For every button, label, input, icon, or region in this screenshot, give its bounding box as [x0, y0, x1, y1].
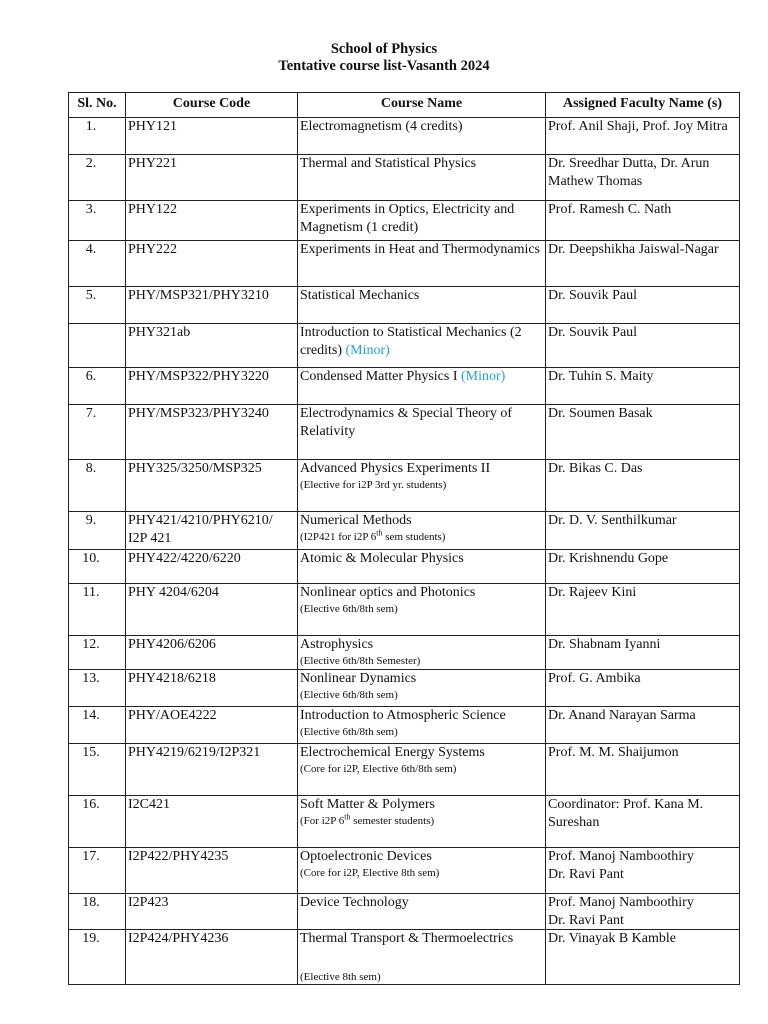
faculty-name: Dr. Deepshikha Jaiswal-Nagar	[546, 241, 740, 287]
course-name-text: Electrochemical Energy Systems	[300, 745, 485, 760]
sl-no: 1.	[69, 118, 126, 155]
course-code: PHY422/4220/6220	[126, 550, 298, 584]
table-row	[69, 155, 740, 201]
col-header-code: Course Code	[126, 93, 298, 118]
course-note: (I2P421 for i2P 6th sem students)	[300, 527, 446, 543]
sl-no: 8.	[69, 460, 126, 512]
faculty-name-1: Prof. Manoj Namboothiry	[548, 895, 694, 910]
sl-no: 9.	[69, 512, 126, 550]
table-row	[69, 241, 740, 287]
course-name-text: Introduction to Statistical Mechanics (2 credits)	[300, 325, 522, 358]
faculty-name	[546, 894, 740, 930]
course-code: PHY421/4210/PHY6210/ I2P 421	[126, 512, 298, 550]
sl-no: 7.	[69, 405, 126, 460]
table-row	[69, 405, 740, 460]
sl-no: 12.	[69, 636, 126, 670]
course-name	[298, 584, 546, 636]
table-row	[69, 796, 740, 848]
sl-no	[69, 324, 126, 368]
table-row	[69, 201, 740, 241]
table-row	[69, 287, 740, 324]
document-header	[0, 41, 768, 75]
course-code: PHY/MSP321/PHY3210	[126, 287, 298, 324]
course-name-text: Soft Matter & Polymers	[300, 797, 435, 812]
course-name: Atomic & Molecular Physics	[298, 550, 546, 584]
course-code: PHY4219/6219/I2P321	[126, 744, 298, 796]
course-name	[298, 707, 546, 744]
course-code: I2P424/PHY4236	[126, 930, 298, 985]
faculty-name: Coordinator: Prof. Kana M. Sureshan	[546, 796, 740, 848]
table-row	[69, 848, 740, 894]
course-name-text: Introduction to Atmospheric Science	[300, 708, 506, 723]
course-note: (Elective 8th sem)	[300, 970, 381, 983]
course-table	[68, 92, 740, 985]
table-row	[69, 636, 740, 670]
course-code: PHY221	[126, 155, 298, 201]
faculty-name: Prof. M. M. Shaijumon	[546, 744, 740, 796]
course-code: PHY321ab	[126, 324, 298, 368]
faculty-name: Prof. Anil Shaji, Prof. Joy Mitra	[546, 118, 740, 155]
faculty-name	[546, 848, 740, 894]
course-note: (Core for i2P, Elective 6th/8th sem)	[300, 762, 457, 775]
course-code: PHY122	[126, 201, 298, 241]
course-code: PHY 4204/6204	[126, 584, 298, 636]
minor-tag: (Minor)	[345, 342, 390, 358]
course-code: PHY121	[126, 118, 298, 155]
table-row	[69, 460, 740, 512]
table-header-row	[69, 93, 740, 118]
sl-no: 5.	[69, 287, 126, 324]
sl-no: 2.	[69, 155, 126, 201]
course-name	[298, 848, 546, 894]
faculty-name: Dr. Krishnendu Gope	[546, 550, 740, 584]
faculty-name: Dr. Shabnam Iyanni	[546, 636, 740, 670]
course-note: (Elective 6th/8th sem)	[300, 725, 398, 738]
table-row	[69, 368, 740, 405]
table-row	[69, 670, 740, 707]
course-code: PHY/MSP322/PHY3220	[126, 368, 298, 405]
course-name	[298, 368, 546, 405]
course-code: I2P422/PHY4235	[126, 848, 298, 894]
course-code: PHY4206/6206	[126, 636, 298, 670]
course-name-text: Astrophysics	[300, 637, 374, 652]
course-name: Experiments in Optics, Electricity and Magnetism (1 credit)	[298, 201, 546, 241]
course-name-text: Condensed Matter Physics I	[300, 369, 458, 384]
faculty-name: Dr. Anand Narayan Sarma	[546, 707, 740, 744]
table-row	[69, 930, 740, 985]
faculty-name: Dr. D. V. Senthilkumar	[546, 512, 740, 550]
table-row	[69, 550, 740, 584]
course-name-text: Nonlinear optics and Photonics	[300, 585, 476, 600]
course-name-text: Optoelectronic Devices	[300, 849, 432, 864]
faculty-name: Dr. Rajeev Kini	[546, 584, 740, 636]
course-note: (For i2P 6th semester students)	[300, 811, 435, 827]
course-note: (Elective for i2P 3rd yr. students)	[300, 478, 447, 491]
course-code: PHY/MSP323/PHY3240	[126, 405, 298, 460]
sl-no: 17.	[69, 848, 126, 894]
col-header-sl: Sl. No.	[69, 93, 126, 118]
table-row	[69, 894, 740, 930]
faculty-name: Dr. Soumen Basak	[546, 405, 740, 460]
course-note: (Core for i2P, Elective 8th sem)	[300, 866, 440, 879]
faculty-name: Dr. Souvik Paul	[546, 324, 740, 368]
course-name: Statistical Mechanics	[298, 287, 546, 324]
course-name	[298, 324, 546, 368]
course-code: PHY325/3250/MSP325	[126, 460, 298, 512]
course-name-text: Nonlinear Dynamics	[300, 671, 417, 686]
course-name-text: Advanced Physics Experiments II	[300, 461, 491, 476]
sl-no: 19.	[69, 930, 126, 985]
sl-no: 3.	[69, 201, 126, 241]
table-row	[69, 744, 740, 796]
course-name	[298, 636, 546, 670]
course-code: PHY4218/6218	[126, 670, 298, 707]
course-name-text: Thermal Transport & Thermoelectrics	[300, 931, 514, 946]
sl-no: 18.	[69, 894, 126, 930]
sl-no: 11.	[69, 584, 126, 636]
col-header-faculty: Assigned Faculty Name (s)	[546, 93, 740, 118]
course-name	[298, 744, 546, 796]
table-row	[69, 118, 740, 155]
course-name-text: Numerical Methods	[300, 513, 412, 528]
course-name: Device Technology	[298, 894, 546, 930]
course-list-title: Tentative course list-Vasanth 2024	[278, 58, 490, 74]
course-name: Experiments in Heat and Thermodynamics	[298, 241, 546, 287]
course-code: I2C421	[126, 796, 298, 848]
course-name	[298, 930, 546, 985]
course-name	[298, 796, 546, 848]
faculty-name: Dr. Vinayak B Kamble	[546, 930, 740, 985]
table-row	[69, 707, 740, 744]
course-code: I2P423	[126, 894, 298, 930]
faculty-name-2: Dr. Ravi Pant	[548, 866, 624, 882]
sl-no: 16.	[69, 796, 126, 848]
faculty-name: Prof. Ramesh C. Nath	[546, 201, 740, 241]
col-header-name: Course Name	[298, 93, 546, 118]
table-row	[69, 584, 740, 636]
faculty-name-2: Dr. Ravi Pant	[548, 912, 624, 928]
school-title: School of Physics	[330, 41, 438, 57]
course-note: (Elective 6th/8th Semester)	[300, 654, 421, 667]
table-row	[69, 512, 740, 550]
course-note: (Elective 6th/8th sem)	[300, 602, 398, 615]
course-code: PHY/AOE4222	[126, 707, 298, 744]
course-name: Electrodynamics & Special Theory of Relativity	[298, 405, 546, 460]
minor-tag: (Minor)	[460, 369, 506, 384]
sl-no: 13.	[69, 670, 126, 707]
sl-no: 4.	[69, 241, 126, 287]
faculty-name: Dr. Sreedhar Dutta, Dr. Arun Mathew Thomas	[546, 155, 740, 201]
course-name	[298, 460, 546, 512]
table-row	[69, 324, 740, 368]
faculty-name: Prof. G. Ambika	[546, 670, 740, 707]
sl-no: 10.	[69, 550, 126, 584]
faculty-name-1: Prof. Manoj Namboothiry	[548, 849, 694, 864]
course-name: Thermal and Statistical Physics	[298, 155, 546, 201]
faculty-name: Dr. Tuhin S. Maity	[546, 368, 740, 405]
course-note: (Elective 6th/8th sem)	[300, 688, 398, 701]
course-code: PHY222	[126, 241, 298, 287]
sl-no: 15.	[69, 744, 126, 796]
faculty-name: Dr. Souvik Paul	[546, 287, 740, 324]
course-name: Electromagnetism (4 credits)	[298, 118, 546, 155]
sl-no: 6.	[69, 368, 126, 405]
sl-no: 14.	[69, 707, 126, 744]
course-name	[298, 670, 546, 707]
faculty-name: Dr. Bikas C. Das	[546, 460, 740, 512]
course-name	[298, 512, 546, 550]
